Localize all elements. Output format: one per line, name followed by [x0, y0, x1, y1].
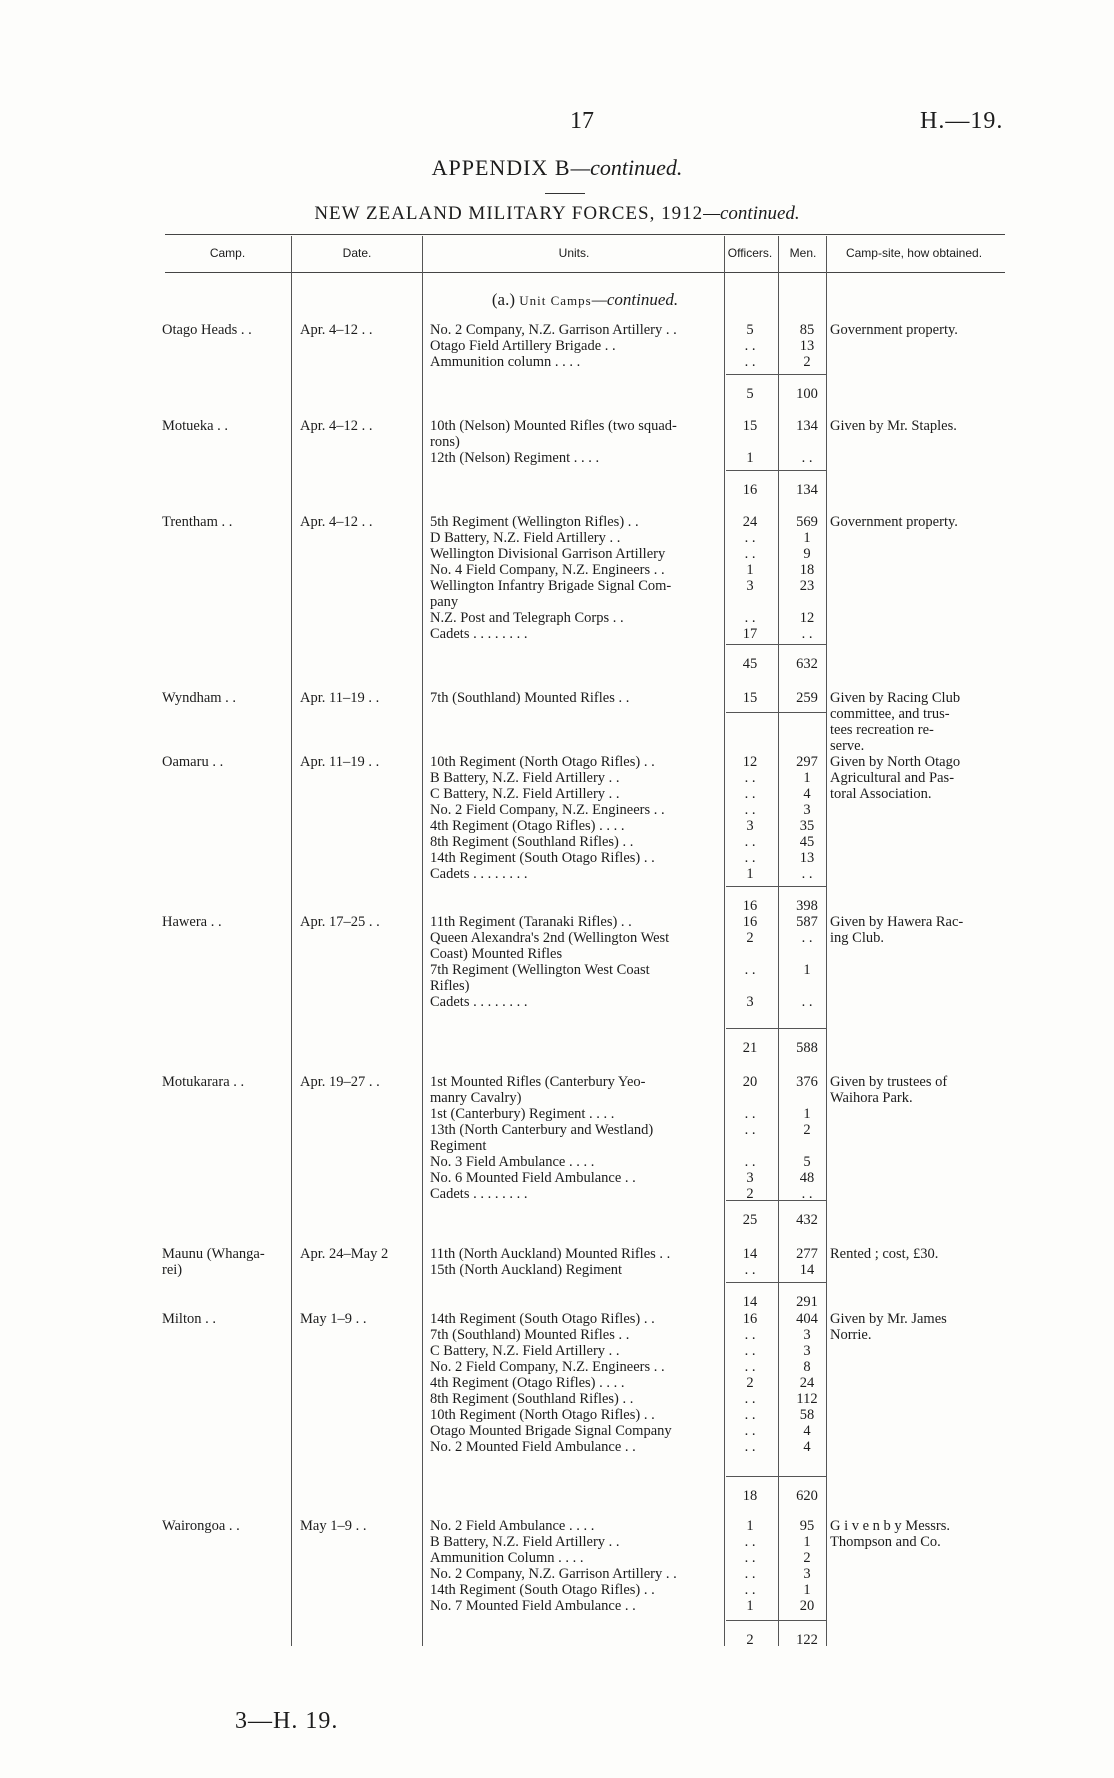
- camp-name: rei): [162, 1262, 183, 1278]
- document-reference: H.—19.: [920, 108, 1004, 134]
- unit-name: No. 2 Field Company, N.Z. Engineers . .: [430, 802, 665, 818]
- unit-name: 10th Regiment (North Otago Rifles) . .: [430, 754, 655, 770]
- officers-count: 17: [742, 626, 758, 642]
- unit-name: 8th Regiment (Southland Rifles) . .: [430, 834, 634, 850]
- camp-site-note: Given by Hawera Rac-: [830, 914, 964, 930]
- unit-name: No. 7 Mounted Field Ambulance . .: [430, 1598, 636, 1614]
- men-count: 9: [803, 546, 811, 562]
- subtotal-rule: [726, 644, 826, 645]
- officers-count: . .: [744, 802, 756, 818]
- men-count: 2: [803, 354, 811, 370]
- unit-name: rons): [430, 434, 460, 450]
- men-count: 3: [803, 1566, 811, 1582]
- officers-count: . .: [744, 1534, 756, 1550]
- officers-count: . .: [744, 354, 756, 370]
- unit-name: No. 2 Field Ambulance . . . .: [430, 1518, 595, 1534]
- subtotal-rule: [726, 470, 826, 471]
- header-men: Men.: [789, 246, 817, 260]
- men-count: . .: [801, 626, 813, 642]
- table-title: [0, 203, 1114, 225]
- unit-name: 10th (Nelson) Mounted Rifles (two squad-: [430, 418, 677, 434]
- men-count: 569: [796, 514, 818, 530]
- total-men: 100: [796, 386, 818, 402]
- unit-name: 10th Regiment (North Otago Rifles) . .: [430, 1407, 655, 1423]
- men-count: 13: [799, 338, 815, 354]
- men-count: 277: [796, 1246, 818, 1262]
- unit-name: No. 2 Company, N.Z. Garrison Artillery . .: [430, 322, 677, 338]
- camp-site-note: Waihora Park.: [830, 1090, 913, 1106]
- officers-count: . .: [744, 786, 756, 802]
- unit-name: pany: [430, 594, 459, 610]
- header-site: Camp-site, how obtained.: [845, 246, 983, 260]
- unit-name: C Battery, N.Z. Field Artillery . .: [430, 786, 620, 802]
- camp-date: Apr. 4–12 . .: [300, 514, 373, 530]
- header-units: Units.: [558, 246, 590, 260]
- men-count: 112: [796, 1391, 818, 1407]
- officers-count: 15: [742, 418, 758, 434]
- officers-count: 3: [746, 818, 754, 834]
- unit-name: 1st Mounted Rifles (Canterbury Yeo-: [430, 1074, 646, 1090]
- camp-date: Apr. 4–12 . .: [300, 418, 373, 434]
- men-count: 48: [799, 1170, 815, 1186]
- camp-site-note: Given by Racing Club: [830, 690, 961, 706]
- unit-name: Wellington Divisional Garrison Artillery: [430, 546, 666, 562]
- unit-name: Ammunition column . . . .: [430, 354, 581, 370]
- camp-name: Hawera . .: [162, 914, 222, 930]
- subtotal-rule: [726, 1282, 826, 1283]
- camp-name: Oamaru . .: [162, 754, 224, 770]
- officers-count: . .: [744, 962, 756, 978]
- officers-count: . .: [744, 546, 756, 562]
- officers-count: . .: [744, 1343, 756, 1359]
- men-count: 1: [803, 1534, 811, 1550]
- officers-count: . .: [744, 1439, 756, 1455]
- column-divider-officers: [778, 236, 779, 1646]
- officers-count: . .: [744, 530, 756, 546]
- officers-count: 3: [746, 1170, 754, 1186]
- unit-name: 12th (Nelson) Regiment . . . .: [430, 450, 600, 466]
- camp-date: Apr. 11–19 . .: [300, 754, 380, 770]
- camp-name: Wyndham . .: [162, 690, 237, 706]
- officers-count: . .: [744, 1582, 756, 1598]
- men-count: 1: [803, 962, 811, 978]
- officers-count: 3: [746, 578, 754, 594]
- officers-count: . .: [744, 1262, 756, 1278]
- unit-name: 7th (Southland) Mounted Rifles . .: [430, 1327, 630, 1343]
- camp-site-note: committee, and trus-: [830, 706, 950, 722]
- unit-name: 5th Regiment (Wellington Rifles) . .: [430, 514, 639, 530]
- camp-date: Apr. 19–27 . .: [300, 1074, 380, 1090]
- men-count: . .: [801, 450, 813, 466]
- men-count: 45: [799, 834, 815, 850]
- camp-site-note: Norrie.: [830, 1327, 872, 1343]
- officers-count: . .: [744, 1391, 756, 1407]
- men-count: 1: [803, 1106, 811, 1122]
- total-officers: 5: [746, 386, 754, 402]
- officers-count: 1: [746, 562, 754, 578]
- men-count: . .: [801, 866, 813, 882]
- camp-site-note: Given by trustees of: [830, 1074, 948, 1090]
- men-count: 2: [803, 1550, 811, 1566]
- men-count: 14: [799, 1262, 815, 1278]
- camp-date: Apr. 4–12 . .: [300, 322, 373, 338]
- unit-name: 14th Regiment (South Otago Rifles) . .: [430, 1311, 655, 1327]
- officers-count: . .: [744, 1122, 756, 1138]
- table-title-suffix: —continued.: [703, 203, 800, 224]
- subtotal-rule: [726, 1620, 826, 1621]
- heading-rule: [545, 193, 585, 194]
- men-count: . .: [801, 994, 813, 1010]
- men-count: 13: [799, 850, 815, 866]
- unit-name: 11th (North Auckland) Mounted Rifles . .: [430, 1246, 671, 1262]
- total-men: 122: [796, 1632, 818, 1648]
- camp-site-note: Given by North Otago: [830, 754, 961, 770]
- subtotal-rule: [726, 374, 826, 375]
- officers-count: 1: [746, 1598, 754, 1614]
- officers-count: 12: [742, 754, 758, 770]
- camp-site-note: Given by Mr. Staples.: [830, 418, 957, 434]
- unit-name: No. 6 Mounted Field Ambulance . .: [430, 1170, 636, 1186]
- total-men: 134: [796, 482, 818, 498]
- unit-name: Otago Mounted Brigade Signal Company: [430, 1423, 672, 1439]
- unit-name: Coast) Mounted Rifles: [430, 946, 563, 962]
- men-count: 587: [796, 914, 818, 930]
- unit-name: 11th Regiment (Taranaki Rifles) . .: [430, 914, 632, 930]
- officers-count: 2: [746, 1186, 754, 1202]
- unit-name: No. 2 Field Company, N.Z. Engineers . .: [430, 1359, 665, 1375]
- officers-count: . .: [744, 1106, 756, 1122]
- camp-name: Otago Heads . .: [162, 322, 252, 338]
- unit-name: C Battery, N.Z. Field Artillery . .: [430, 1343, 620, 1359]
- men-count: 404: [796, 1311, 818, 1327]
- total-officers: 14: [742, 1294, 758, 1310]
- section-suffix: —continued.: [591, 290, 679, 309]
- officers-count: . .: [744, 1550, 756, 1566]
- officers-count: . .: [744, 1359, 756, 1375]
- officers-count: . .: [744, 770, 756, 786]
- men-count: 3: [803, 1327, 811, 1343]
- men-count: 1: [803, 530, 811, 546]
- unit-name: 7th (Southland) Mounted Rifles . .: [430, 690, 630, 706]
- table-top-rule: [165, 234, 1005, 235]
- unit-name: B Battery, N.Z. Field Artillery . .: [430, 1534, 620, 1550]
- subtotal-rule: [726, 1200, 826, 1201]
- camp-site-note: serve.: [830, 738, 865, 754]
- total-men: 632: [796, 656, 818, 672]
- total-officers: 18: [742, 1488, 758, 1504]
- section-heading: [420, 290, 750, 310]
- unit-name: Cadets . . . . . . . .: [430, 626, 528, 642]
- camp-name: Motueka . .: [162, 418, 229, 434]
- column-divider-camp: [291, 236, 292, 1646]
- page-number: 17: [570, 108, 594, 134]
- total-men: 398: [796, 898, 818, 914]
- camp-name: Motukarara . .: [162, 1074, 245, 1090]
- section-prefix: (a.): [491, 290, 515, 309]
- officers-count: . .: [744, 1154, 756, 1170]
- officers-count: 24: [742, 514, 758, 530]
- total-officers: 21: [742, 1040, 758, 1056]
- unit-name: Rifles): [430, 978, 470, 994]
- men-count: 35: [799, 818, 815, 834]
- men-count: 3: [803, 1343, 811, 1359]
- camp-site-note: G i v e n b y Messrs.: [830, 1518, 951, 1534]
- men-count: 24: [799, 1375, 815, 1391]
- men-count: 58: [799, 1407, 815, 1423]
- officers-count: 16: [742, 914, 758, 930]
- subtotal-rule: [726, 886, 826, 887]
- unit-name: 15th (North Auckland) Regiment: [430, 1262, 623, 1278]
- unit-name: 14th Regiment (South Otago Rifles) . .: [430, 850, 655, 866]
- unit-name: 13th (North Canterbury and Westland): [430, 1122, 654, 1138]
- officers-count: . .: [744, 338, 756, 354]
- unit-name: manry Cavalry): [430, 1090, 522, 1106]
- officers-count: . .: [744, 1407, 756, 1423]
- men-count: 259: [796, 690, 818, 706]
- unit-name: Cadets . . . . . . . .: [430, 994, 528, 1010]
- header-officers: Officers.: [727, 246, 773, 260]
- total-officers: 25: [742, 1212, 758, 1228]
- officers-count: 1: [746, 866, 754, 882]
- officers-count: . .: [744, 1423, 756, 1439]
- officers-count: 2: [746, 930, 754, 946]
- unit-name: 4th Regiment (Otago Rifles) . . . .: [430, 1375, 625, 1391]
- officers-count: . .: [744, 610, 756, 626]
- men-count: . .: [801, 930, 813, 946]
- camp-site-note: tees recreation re-: [830, 722, 934, 738]
- unit-name: Cadets . . . . . . . .: [430, 866, 528, 882]
- men-count: 5: [803, 1154, 811, 1170]
- table-title-text: NEW ZEALAND MILITARY FORCES, 1912: [314, 203, 704, 224]
- officers-count: 20: [742, 1074, 758, 1090]
- page-footer: 3—H. 19.: [235, 1708, 339, 1734]
- men-count: 297: [796, 754, 818, 770]
- officers-count: 15: [742, 690, 758, 706]
- unit-name: No. 4 Field Company, N.Z. Engineers . .: [430, 562, 665, 578]
- officers-count: 16: [742, 1311, 758, 1327]
- header-date: Date.: [342, 246, 372, 260]
- camp-site-note: toral Association.: [830, 786, 932, 802]
- officers-count: 5: [746, 322, 754, 338]
- unit-name: N.Z. Post and Telegraph Corps . .: [430, 610, 624, 626]
- camp-name: Wairongoa . .: [162, 1518, 240, 1534]
- camp-site-note: Government property.: [830, 514, 958, 530]
- camp-site-note: Thompson and Co.: [830, 1534, 941, 1550]
- total-men: 432: [796, 1212, 818, 1228]
- men-count: 85: [799, 322, 815, 338]
- unit-name: 7th Regiment (Wellington West Coast: [430, 962, 650, 978]
- subtotal-rule: [726, 1476, 826, 1477]
- total-officers: 16: [742, 898, 758, 914]
- unit-name: Cadets . . . . . . . .: [430, 1186, 528, 1202]
- men-count: 8: [803, 1359, 811, 1375]
- men-count: 18: [799, 562, 815, 578]
- men-count: 4: [803, 1423, 811, 1439]
- section-label: Unit Camps: [519, 293, 592, 308]
- officers-count: . .: [744, 1566, 756, 1582]
- header-camp: Camp.: [209, 246, 246, 260]
- camp-name: Maunu (Whanga-: [162, 1246, 265, 1262]
- camp-date: May 1–9 . .: [300, 1518, 367, 1534]
- unit-name: D Battery, N.Z. Field Artillery . .: [430, 530, 621, 546]
- unit-name: 14th Regiment (South Otago Rifles) . .: [430, 1582, 655, 1598]
- total-men: 291: [796, 1294, 818, 1310]
- unit-name: No. 2 Mounted Field Ambulance . .: [430, 1439, 636, 1455]
- officers-count: 1: [746, 450, 754, 466]
- total-officers: 2: [746, 1632, 754, 1648]
- total-men: 620: [796, 1488, 818, 1504]
- unit-name: No. 3 Field Ambulance . . . .: [430, 1154, 595, 1170]
- officers-count: 1: [746, 1518, 754, 1534]
- men-count: 20: [799, 1598, 815, 1614]
- officers-count: 14: [742, 1246, 758, 1262]
- men-count: 23: [799, 578, 815, 594]
- men-count: . .: [801, 1186, 813, 1202]
- appendix-suffix: —continued.: [570, 155, 683, 180]
- men-count: 3: [803, 802, 811, 818]
- camp-site-note: Given by Mr. James: [830, 1311, 947, 1327]
- men-count: 4: [803, 1439, 811, 1455]
- men-count: 95: [799, 1518, 815, 1534]
- unit-name: Queen Alexandra's 2nd (Wellington West: [430, 930, 670, 946]
- total-men: 588: [796, 1040, 818, 1056]
- officers-count: 3: [746, 994, 754, 1010]
- men-count: 1: [803, 770, 811, 786]
- camp-site-note: ing Club.: [830, 930, 884, 946]
- officers-count: . .: [744, 850, 756, 866]
- men-count: 1: [803, 1582, 811, 1598]
- camp-site-note: Rented ; cost, £30.: [830, 1246, 939, 1262]
- appendix-title: APPENDIX B: [431, 155, 571, 180]
- subtotal-rule: [726, 1028, 826, 1029]
- unit-name: Wellington Infantry Brigade Signal Com-: [430, 578, 672, 594]
- unit-name: B Battery, N.Z. Field Artillery . .: [430, 770, 620, 786]
- officers-count: . .: [744, 1327, 756, 1343]
- men-count: 134: [796, 418, 818, 434]
- camp-date: May 1–9 . .: [300, 1311, 367, 1327]
- subtotal-rule: [726, 712, 826, 713]
- appendix-heading: [0, 155, 1114, 181]
- men-count: 376: [796, 1074, 818, 1090]
- camp-date: Apr. 24–May 2: [300, 1246, 389, 1262]
- officers-count: . .: [744, 834, 756, 850]
- camp-date: Apr. 11–19 . .: [300, 690, 380, 706]
- unit-name: 8th Regiment (Southland Rifles) . .: [430, 1391, 634, 1407]
- unit-name: Otago Field Artillery Brigade . .: [430, 338, 616, 354]
- unit-name: Ammunition Column . . . .: [430, 1550, 584, 1566]
- camp-date: Apr. 17–25 . .: [300, 914, 380, 930]
- camp-site-note: Agricultural and Pas-: [830, 770, 955, 786]
- unit-name: Regiment: [430, 1138, 487, 1154]
- men-count: 12: [799, 610, 815, 626]
- camp-site-note: Government property.: [830, 322, 958, 338]
- men-count: 4: [803, 786, 811, 802]
- total-officers: 16: [742, 482, 758, 498]
- men-count: 2: [803, 1122, 811, 1138]
- officers-count: 2: [746, 1375, 754, 1391]
- camp-name: Milton . .: [162, 1311, 216, 1327]
- total-officers: 45: [742, 656, 758, 672]
- unit-name: No. 2 Company, N.Z. Garrison Artillery . .: [430, 1566, 677, 1582]
- column-divider-date: [422, 236, 423, 1646]
- unit-name: 1st (Canterbury) Regiment . . . .: [430, 1106, 615, 1122]
- unit-name: 4th Regiment (Otago Rifles) . . . .: [430, 818, 625, 834]
- camp-name: Trentham . .: [162, 514, 233, 530]
